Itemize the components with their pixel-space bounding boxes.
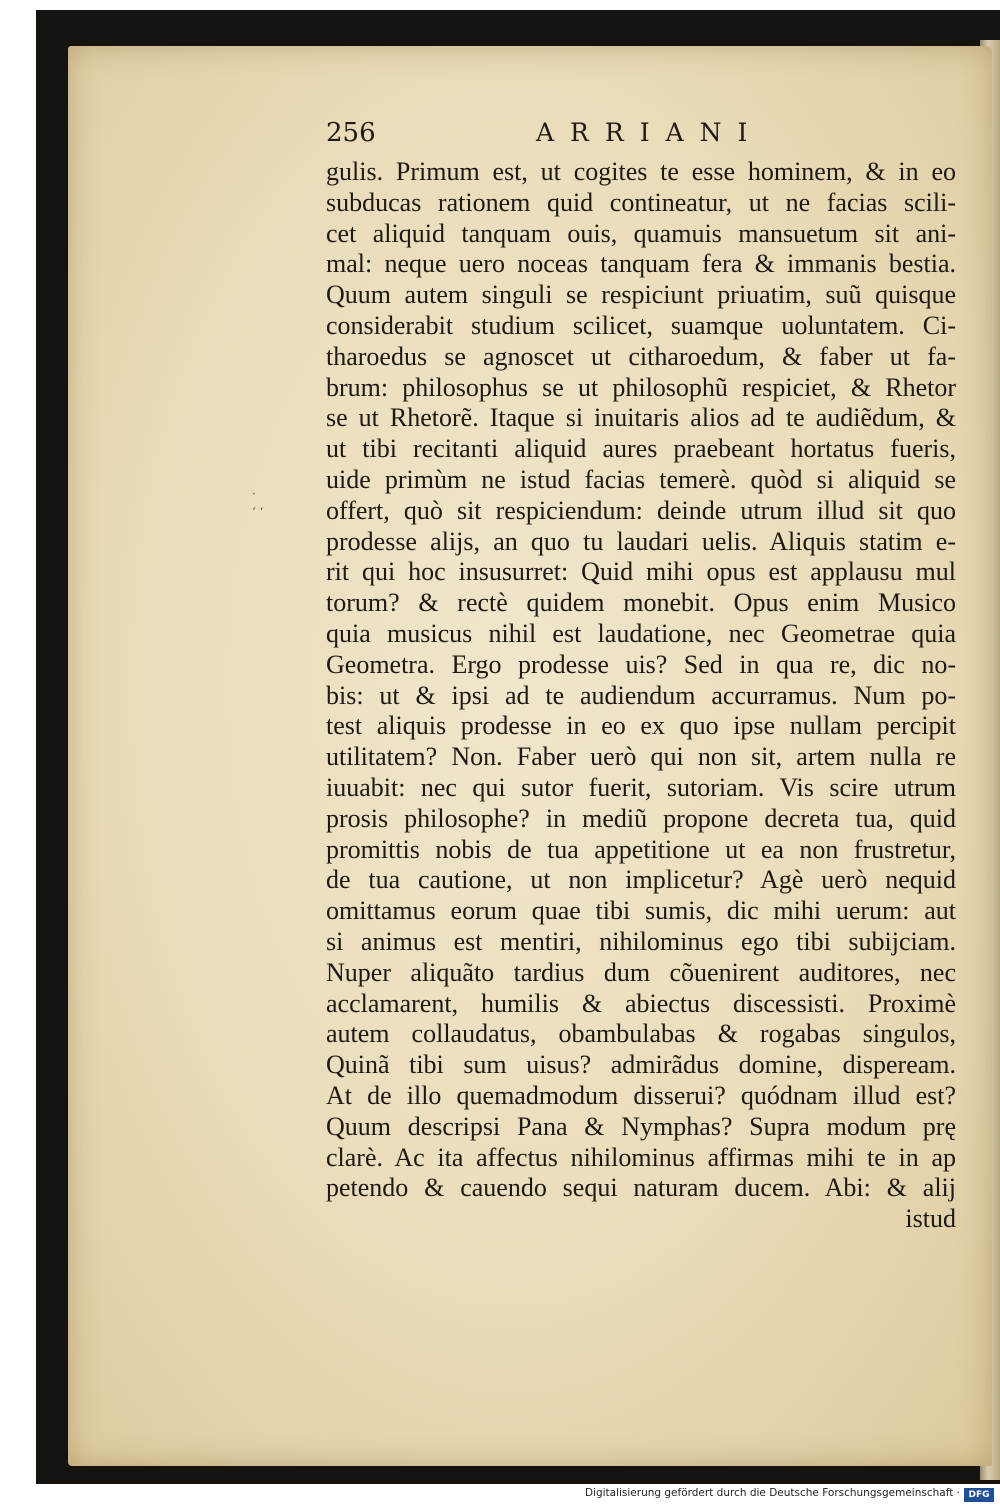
text-line: de tua cautione, ut non implicetur? Agè uerò nequid: [326, 865, 956, 895]
text-line: Nuper aliquãto tardius dum cõuenirent auditores, nec: [326, 957, 956, 987]
text-line: Geometra. Ergo prodesse uis? Sed in qua re, dic no-: [326, 649, 956, 679]
text-line: cet aliquid tanquam ouis, quamuis mansuetum sit ani-: [326, 218, 956, 248]
text-line: rit qui hoc insusurret: Quid mihi opus est applausu mul: [326, 557, 956, 587]
text-line: istud: [905, 1204, 956, 1234]
text-line: petendo & cauendo sequi naturam ducem. Abi: & alij: [326, 1173, 956, 1203]
text-line: si animus est mentiri, nihilominus ego tibi subijciam.: [326, 926, 956, 956]
text-line: iuuabit: nec qui sutor fuerit, sutoriam. Vis scire utrum: [326, 772, 956, 802]
text-line: gulis. Primum est, ut cogites te esse hominem, & in eo: [326, 157, 956, 186]
running-head: ARRIANI: [536, 118, 764, 147]
text-line: autem collaudatus, obambulabas & rogabas singulos,: [326, 1019, 956, 1049]
text-line: se ut Rhetorẽ. Itaque si inuitaris alios ad te audiẽdum, &: [326, 403, 956, 433]
text-line: omittamus eorum quae tibi sumis, dic mihi uerum: aut: [326, 896, 956, 926]
text-line: promittis nobis de tua appetitione ut ea non frustretur,: [326, 834, 956, 864]
funding-notice: Digitalisierung gefördert durch die Deutsche Forschungsgemeinschaft ·: [584, 1487, 960, 1499]
text-line: prosis philosophe? in mediũ propone decreta tua, quid: [326, 803, 956, 833]
text-line: Quinã tibi sum uisus? admirãdus domine, dispeream.: [326, 1050, 956, 1080]
body-text: [326, 157, 956, 1235]
text-line: bis: ut & ipsi ad te audiendum accurramus. Num po-: [326, 680, 956, 710]
text-line: subducas rationem quid contineatur, ut ne facias scili-: [326, 187, 956, 217]
text-line: prodesse alijs, an quo tu laudari uelis. Aliquis statim e-: [326, 526, 956, 556]
gutter-mark: ‘ ‘: [252, 505, 264, 519]
text-line: torum? & rectè quidem monebit. Opus enim Musico: [326, 588, 956, 618]
dfg-logo: DFG: [964, 1488, 994, 1502]
text-line: mal: neque uero noceas tanquam fera & immanis bestia.: [326, 249, 956, 279]
text-line: test aliquis prodesse in eo ex quo ipse nullam percipit: [326, 711, 956, 741]
footer-bar: [0, 1484, 1000, 1506]
text-line: offert, quò sit respiciendum: deinde utrum illud sit quo: [326, 495, 956, 525]
text-line: brum: philosophus se ut philosophũ respiciet, & Rhetor: [326, 372, 956, 402]
gutter-marks: [252, 485, 263, 521]
text-line: acclamarent, humilis & abiectus discessisti. Proximè: [326, 988, 956, 1018]
text-line: Quum descripsi Pana & Nymphas? Supra modum prę: [326, 1111, 956, 1141]
text-line: Quum autem singuli se respiciunt priuatim, suũ quisque: [326, 280, 956, 310]
text-line: tharoedus se agnoscet ut citharoedum, & faber ut fa-: [326, 341, 956, 371]
gutter-mark: ·: [252, 487, 256, 501]
text-line: uide primùm ne istud facias temerè. quòd si aliquid se: [326, 464, 956, 494]
page-number: 256: [326, 118, 376, 148]
text-line: clarè. Ac ita affectus nihilominus affirmas mihi te in ap: [326, 1142, 956, 1172]
text-line: ut tibi recitanti aliquid aures praebeant hortatus fueris,: [326, 434, 956, 464]
text-line: At de illo quemadmodum disserui? quódnam illud est?: [326, 1080, 956, 1110]
text-line: considerabit studium scilicet, suamque uoluntatem. Ci-: [326, 310, 956, 340]
text-line: quia musicus nihil est laudatione, nec Geometrae quia: [326, 618, 956, 648]
text-line: utilitatem? Non. Faber uerò qui non sit, artem nulla re: [326, 742, 956, 772]
